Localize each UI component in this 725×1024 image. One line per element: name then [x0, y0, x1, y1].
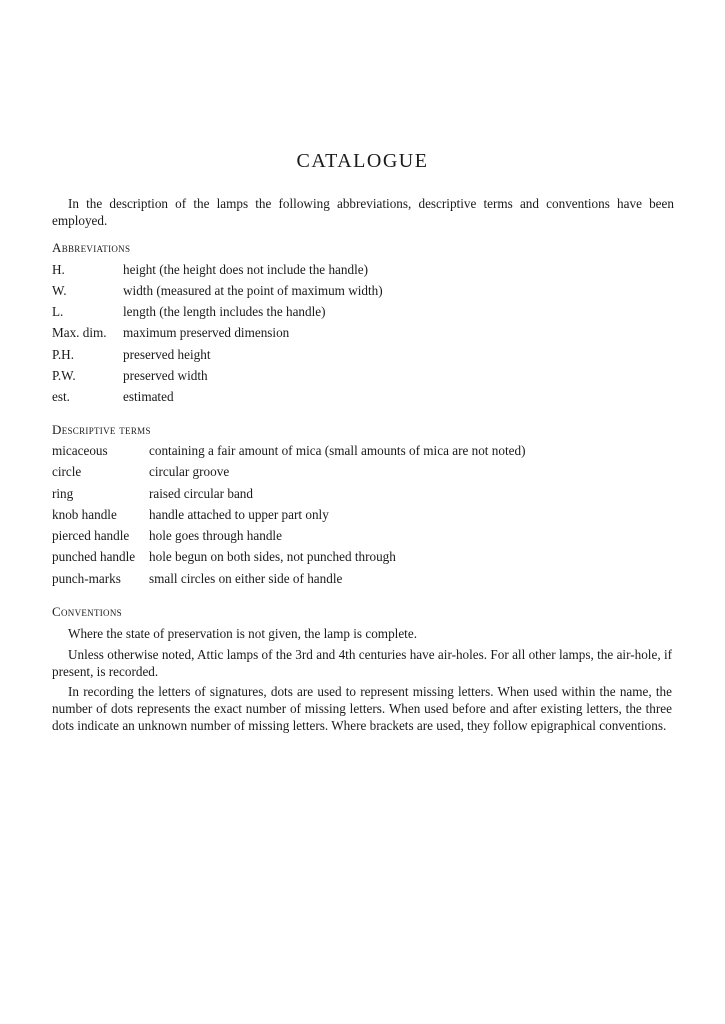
abbreviation-term: L.: [52, 304, 64, 319]
descriptive-term: circle: [52, 464, 82, 479]
descriptive-term-definition: containing a fair amount of mica (small amounts of mica are not noted): [149, 443, 526, 458]
abbreviation-term: est.: [52, 389, 70, 404]
abbreviation-definition: estimated: [123, 389, 174, 404]
descriptive-term: ring: [52, 486, 74, 501]
descriptive-term: punched handle: [52, 549, 136, 564]
descriptive-term-definition: hole goes through handle: [149, 528, 282, 543]
descriptive-term: punch-marks: [52, 571, 121, 586]
intro-paragraph: In the description of the lamps the following abbreviations, descriptive terms and conventions have been employed.: [52, 196, 674, 228]
descriptive-term-definition: circular groove: [149, 464, 230, 479]
abbreviation-definition: height (the height does not include the handle): [123, 262, 368, 277]
conventions-heading: Conventions: [52, 604, 122, 619]
descriptive-term-definition: small circles on either side of handle: [149, 571, 343, 586]
abbreviation-term: W.: [52, 283, 67, 298]
page-title: CATALOGUE: [296, 150, 429, 172]
abbreviation-term: H.: [52, 262, 65, 277]
descriptive-terms-heading: Descriptive terms: [52, 422, 151, 437]
abbreviation-definition: width (measured at the point of maximum width): [123, 283, 383, 298]
abbreviations-heading: Abbreviations: [52, 240, 131, 255]
abbreviation-term: Max. dim.: [52, 325, 107, 340]
descriptive-term-definition: raised circular band: [149, 486, 253, 501]
abbreviation-term: P.W.: [52, 368, 76, 383]
descriptive-term-definition: hole begun on both sides, not punched through: [149, 549, 396, 564]
abbreviation-definition: length (the length includes the handle): [123, 304, 326, 319]
abbreviation-definition: preserved width: [123, 368, 208, 383]
descriptive-term: knob handle: [52, 507, 117, 522]
descriptive-term-definition: handle attached to upper part only: [149, 507, 329, 522]
convention-paragraph: In recording the letters of signatures, dots are used to represent missing letters. When used within the name, the number of dots represents the exact number of missing letters. When used before and after existing letters, the three dots indicate an unknown number of missing letters. Where brackets are used, they follow epigraphical conventions.: [52, 684, 672, 733]
descriptive-term: micaceous: [52, 443, 108, 458]
abbreviation-definition: maximum preserved dimension: [123, 325, 290, 340]
abbreviation-term: P.H.: [52, 347, 74, 362]
convention-paragraph: Where the state of preservation is not given, the lamp is complete.: [68, 626, 417, 641]
convention-paragraph: Unless otherwise noted, Attic lamps of the 3rd and 4th centuries have air-holes. For all other lamps, the air-hole, if present, is recorded.: [52, 647, 672, 679]
descriptive-term: pierced handle: [52, 528, 130, 543]
abbreviation-definition: preserved height: [123, 347, 211, 362]
